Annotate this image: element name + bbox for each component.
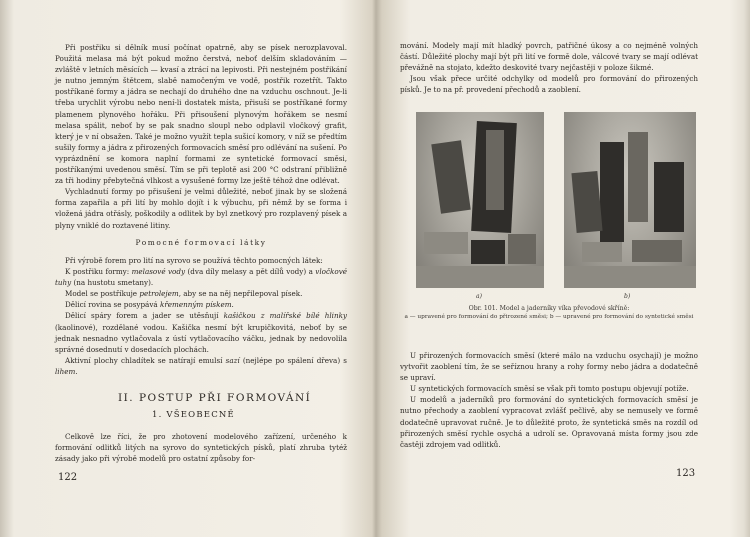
aux-item-text: .: [75, 366, 78, 376]
aux-item-emphasis: kašičkou z malířské bílé hlinky: [223, 311, 347, 321]
aux-item-text: Dělicí spáry forem a jader se utěsňují: [65, 311, 224, 321]
section-heading: II. POSTUP PŘI FORMOVÁNÍ: [118, 392, 312, 404]
aux-item-text: (nejlépe po spálení dřeva) s: [239, 355, 347, 365]
aux-item: [55, 310, 347, 354]
photo-b-floor: [564, 266, 696, 288]
right-page: [376, 0, 750, 537]
paragraph-general: Celkově lze říci, že pro zhotovení modelového zařízení, určeného k formování odlitků litých na syrovo do syntetických písků, platí zhruba tytéž zásady jako při výrobě modelů pro ostatní způsoby for-: [55, 432, 347, 464]
photo-b-pattern-piece: [582, 242, 622, 262]
paragraph-deviations: Jsou však přece určité odchylky od modelů pro formování do přirozených písků. Je to na př. provedení přechodů a zaoblení.: [400, 74, 698, 95]
aux-item-text: .: [231, 300, 234, 310]
paragraph-models: U modelů a jaderníků pro formování do syntetických formovacích směsí je nutno přechody a zaoblení vypracovat zvlášť pečlivě, aby se nemusely ve formě dodatečně upravovat ručně. Je to důležité proto, že syntetická směs na rozdíl od přirozených směsí rychle osychá a udrolí se. Opravovaná místa formy jsou zde častěji zdrojem vad odlitků.: [400, 395, 698, 449]
photo-a-pattern-piece: [471, 240, 505, 264]
aux-item-emphasis: křemenným pískem: [159, 300, 232, 310]
right-top-text: [400, 40, 698, 95]
paragraph-melasa: Při postřiku si dělník musí počínat opatrně, aby se písek nerozplavoval. Použitá melasa má být pokud možno čerstvá, neboť delším skladováním — zvláště v letních měsících — kvasí a ztrácí na lepivosti. Při nestejném postřikání je nutno jemným štětcem, slabě namočeným ve vodě, postřik rozetřít. Takto postříkané formy a jádra se nechají do druhého dne na vzduchu oschnout. Je-li třeba urychlit výrobu nebo není-li dostatek místa, přisuší se postříkané formy plamenem plynového hořáku. Při přisoušení plynovým hořákem se nesmí melasa spálit, neboť by se pak snadno sloupl nebo odplavil vločkový grafit, který je v ní obsažen. Také je možno využít tepla sušicí komory, v níž se předtím sušily formy a jádra z přirozených formovacích směsí pro odlévání na sušení. Po vyprázdnění se komora naplní formami ze syntetické formovací směsi, postříkanými uvedenou směsí. Tím se při teplotě asi 200 °C odstraní přibližně za tři hodiny přebytečná vlhkost a vysušené formy lze ještě téhož dne odlévat.: [55, 43, 347, 186]
photo-b-pattern-plate: [654, 162, 684, 232]
aux-item: [55, 299, 347, 310]
aux-item-text: (dva díly melasy a pět dílů vody) a: [185, 267, 316, 277]
paragraph-natural: U přirozených formovacích směsí (které málo na vzduchu osychají) je možno vytvořit zaoblení tím, že se seříznou hrany a rohy formy nebo jádra a dodatečně se upraví.: [400, 351, 698, 383]
aux-item-text: Dělicí rovina se posypává: [65, 300, 160, 310]
photo-b-core-box: [628, 132, 648, 222]
photo-a-pattern-piece: [508, 234, 536, 264]
aux-item-text: K postřiku formy:: [65, 267, 132, 277]
general-text: [55, 431, 347, 464]
photo-b-core-box: [600, 142, 624, 242]
figure-caption-title: Obr. 101. Model a jaderníky víka převodové skříně:: [468, 305, 630, 312]
aux-item: [55, 266, 347, 288]
photo-b-synthetic-mixture: [564, 112, 696, 288]
figure-label-a: a): [476, 293, 482, 300]
figure-caption-subtitle: a — upravené pro formování do přirozené směsi; b — upravené pro formování do syntetické směsi: [404, 314, 694, 320]
aux-item-emphasis: petrolejem: [139, 289, 179, 299]
page-number-right: 123: [676, 468, 696, 479]
aux-item-emphasis: sazí: [225, 355, 240, 365]
aux-materials-list: [55, 255, 347, 377]
paragraph-synthetic: U syntetických formovacích směsí se však při tomto postupu objevují potíže.: [410, 384, 689, 394]
aux-item-emphasis: vločkové tuhy: [55, 267, 348, 288]
photo-a-floor: [416, 266, 544, 288]
photo-a-pattern-piece: [424, 232, 468, 254]
page-number-left: 122: [58, 472, 78, 483]
aux-item: [55, 288, 347, 299]
aux-item-text: (kaolinové), rozdělané vodou. Kašička nesmí být krupičkovitá, neboť by se jednak nesnadno vytlačovala z ústí vytlačovacího váčku, jednak by nedovolila správné dosednutí v dosedacích plochách.: [55, 322, 347, 354]
paragraph-cooling: Vychladnutí formy po přisušení je velmi důležité, neboť jinak by se složená forma zapařila a při lití by mohlo dojít i k výbuchu, při němž by se forma i vložená jádra otřásly, poškodily a odlitek by byl znetkový pro rozplavený písek a plyny vniklé do roztavené litiny.: [55, 187, 347, 230]
aux-intro: Při výrobě forem pro lití na syrovo se používá těchto pomocných látek:: [65, 256, 323, 265]
figure-label-b: b): [624, 293, 631, 300]
aux-item: [55, 355, 347, 377]
photo-a-natural-mixture: [416, 112, 544, 288]
right-bottom-text: [400, 350, 698, 450]
subheading-aux-materials: Pomocné formovací látky: [135, 238, 267, 247]
paragraph-continued: mování. Modely mají mít hladký povrch, patřičné úkosy a co nejméně volných částí. Důležité plochy mají být při lití ve formě dole, válcové tvary se mají odlévat převážně na stojato, kdežto deskovité tvary nejčastěji v poloze šikmé.: [400, 41, 698, 73]
photo-b-pattern-plate: [571, 171, 602, 233]
aux-item-emphasis: lihem: [55, 366, 76, 376]
figure-caption: [396, 305, 702, 321]
subsection-heading: 1. VŠEOBECNĚ: [152, 410, 235, 420]
aux-item-text: (na hustotu smetany).: [71, 278, 154, 288]
left-top-text: [55, 42, 347, 231]
photo-b-pattern-piece: [632, 240, 682, 262]
aux-item-text: Aktivní plochy chladítek se natírají emulsí: [65, 355, 226, 365]
aux-item-emphasis: melasové vody: [131, 267, 186, 277]
aux-item-text: Model se postříkuje: [65, 289, 140, 299]
aux-item-text: , aby se na něj nepřilepoval písek.: [178, 289, 303, 299]
photo-a-core-box-inner: [486, 130, 504, 210]
